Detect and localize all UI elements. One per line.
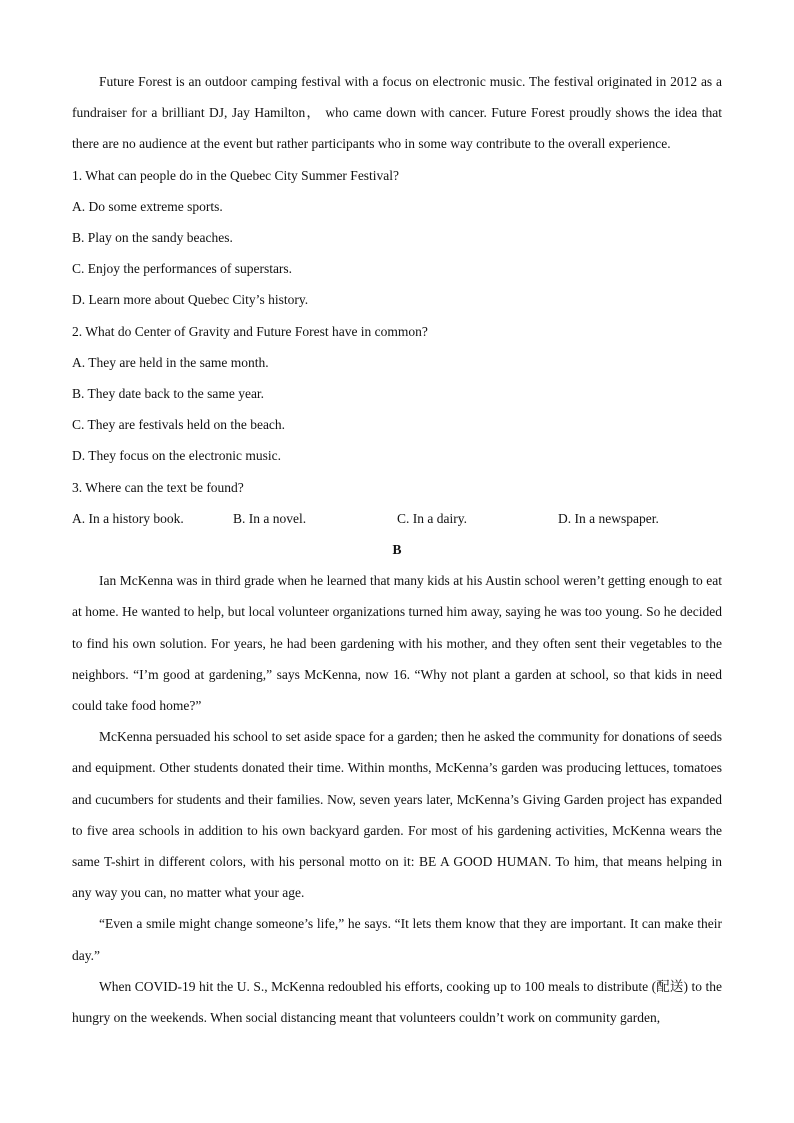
- question-option: D. In a newspaper.: [558, 510, 659, 526]
- passage-a-paragraph: Future Forest is an outdoor camping festival with a focus on electronic music. The festival originated in 2012 as a fundraiser for a brilliant DJ, Jay Hamilton， who came down with cancer. Future Forest proudly shows the idea that there are no audience at the event but rather participants who in some way contribute to the overall experience.: [72, 74, 722, 152]
- section-heading: B: [392, 542, 402, 558]
- question-option: C. Enjoy the performances of superstars.: [72, 261, 293, 277]
- question-stem: 2. What do Center of Gravity and Future Forest have in common?: [72, 323, 428, 339]
- question-2: [72, 316, 722, 472]
- question-stem: 1. What can people do in the Quebec City Summer Festival?: [72, 167, 400, 183]
- passage-b-paragraph: When COVID-19 hit the U. S., McKenna redoubled his efforts, cooking up to 100 meals to distribute (配送) to the hungry on the weekends. When social distancing meant that volunteers couldn’t work on community garden,: [72, 978, 722, 1026]
- question-option: D. Learn more about Quebec City’s history.: [72, 292, 309, 308]
- question-option: B. In a novel.: [233, 510, 307, 526]
- question-option: A. In a history book.: [72, 510, 184, 526]
- question-option: B. They date back to the same year.: [72, 386, 265, 402]
- question-1: [72, 160, 722, 316]
- question-option: B. Play on the sandy beaches.: [72, 230, 233, 246]
- passage-b-paragraph: “Even a smile might change someone’s life,” he says. “It lets them know that they are important. It can make their day.”: [72, 916, 722, 963]
- question-option: D. They focus on the electronic music.: [72, 448, 281, 464]
- question-options-row: [72, 503, 722, 534]
- question-stem: 3. Where can the text be found?: [72, 479, 244, 495]
- question-option: C. In a dairy.: [397, 510, 467, 526]
- question-option: A. They are held in the same month.: [72, 354, 269, 370]
- passage-b-paragraph: McKenna persuaded his school to set aside space for a garden; then he asked the community for donations of seeds and equipment. Other students donated their time. Within months, McKenna’s garden was producing lettuces, tomatoes and cucumbers for students and their families. Now, seven years later, McKenna’s Giving Garden project has expanded to five area schools in addition to his own backyard garden. For most of his gardening activities, McKenna wears the same T-shirt in different colors, with his personal motto on it: BE A GOOD HUMAN. To him, that means helping in any way you can, no matter what your age.: [72, 729, 722, 901]
- question-option: C. They are festivals held on the beach.: [72, 417, 286, 433]
- question-3: [72, 472, 722, 534]
- question-option: A. Do some extreme sports.: [72, 198, 223, 214]
- passage-b-paragraph: Ian McKenna was in third grade when he learned that many kids at his Austin school weren’t getting enough to eat at home. He wanted to help, but local volunteer organizations turned him away, saying he was too young. So he decided to find his own solution. For years, he had been gardening with his mother, and they often sent their vegetables to the neighbors. “I’m good at gardening,” says McKenna, now 16. “Why not plant a garden at school, so that kids in need could take food home?”: [72, 573, 722, 714]
